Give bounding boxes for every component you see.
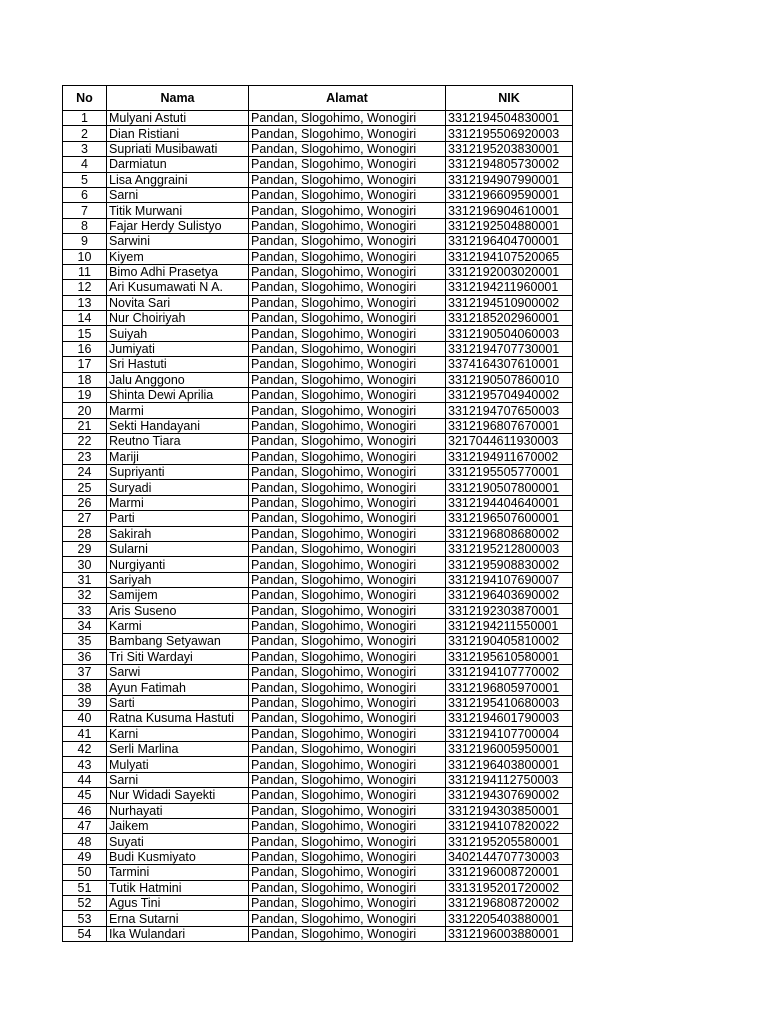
cell-alamat: Pandan, Slogohimo, Wonogiri [249, 849, 446, 864]
table-row [63, 634, 573, 649]
column-header-nama: Nama [107, 86, 249, 111]
table-row [63, 187, 573, 202]
cell-no: 54 [63, 926, 107, 941]
cell-alamat: Pandan, Slogohimo, Wonogiri [249, 680, 446, 695]
cell-alamat: Pandan, Slogohimo, Wonogiri [249, 434, 446, 449]
table-row [63, 434, 573, 449]
table-row [63, 249, 573, 264]
table-row [63, 849, 573, 864]
cell-no: 22 [63, 434, 107, 449]
cell-no: 3 [63, 141, 107, 156]
table-row [63, 557, 573, 572]
cell-nik: 3312192003020001 [446, 264, 573, 279]
cell-no: 15 [63, 326, 107, 341]
cell-nama: Sarwi [107, 665, 249, 680]
cell-nama: Samijem [107, 588, 249, 603]
cell-nik: 3312194707730001 [446, 341, 573, 356]
cell-no: 7 [63, 203, 107, 218]
cell-no: 28 [63, 526, 107, 541]
cell-nama: Ayun Fatimah [107, 680, 249, 695]
cell-no: 2 [63, 126, 107, 141]
cell-nik: 3217044611930003 [446, 434, 573, 449]
cell-no: 27 [63, 511, 107, 526]
cell-no: 20 [63, 403, 107, 418]
cell-nik: 3312196609590001 [446, 187, 573, 202]
cell-nama: Nur Choiriyah [107, 311, 249, 326]
cell-alamat: Pandan, Slogohimo, Wonogiri [249, 895, 446, 910]
cell-no: 51 [63, 880, 107, 895]
table-row [63, 788, 573, 803]
cell-no: 16 [63, 341, 107, 356]
table-row [63, 388, 573, 403]
cell-nik: 3312195212800003 [446, 541, 573, 556]
cell-nama: Ari Kusumawati N A. [107, 280, 249, 295]
cell-nama: Novita Sari [107, 295, 249, 310]
table-row [63, 111, 573, 126]
cell-alamat: Pandan, Slogohimo, Wonogiri [249, 372, 446, 387]
cell-alamat: Pandan, Slogohimo, Wonogiri [249, 588, 446, 603]
cell-nik: 3312196808680002 [446, 526, 573, 541]
cell-alamat: Pandan, Slogohimo, Wonogiri [249, 618, 446, 633]
cell-nik: 3312195505770001 [446, 464, 573, 479]
cell-no: 40 [63, 711, 107, 726]
cell-nama: Sarwini [107, 234, 249, 249]
cell-alamat: Pandan, Slogohimo, Wonogiri [249, 772, 446, 787]
cell-nama: Reutno Tiara [107, 434, 249, 449]
cell-alamat: Pandan, Slogohimo, Wonogiri [249, 311, 446, 326]
cell-no: 21 [63, 418, 107, 433]
table-row [63, 757, 573, 772]
table-row [63, 926, 573, 941]
cell-no: 43 [63, 757, 107, 772]
cell-no: 24 [63, 464, 107, 479]
cell-alamat: Pandan, Slogohimo, Wonogiri [249, 911, 446, 926]
column-header-nik: NIK [446, 86, 573, 111]
cell-nama: Dian Ristiani [107, 126, 249, 141]
table-row [63, 126, 573, 141]
cell-nama: Darmiatun [107, 157, 249, 172]
cell-alamat: Pandan, Slogohimo, Wonogiri [249, 649, 446, 664]
cell-nama: Nurgiyanti [107, 557, 249, 572]
cell-no: 36 [63, 649, 107, 664]
cell-no: 52 [63, 895, 107, 910]
cell-no: 34 [63, 618, 107, 633]
cell-alamat: Pandan, Slogohimo, Wonogiri [249, 234, 446, 249]
cell-alamat: Pandan, Slogohimo, Wonogiri [249, 865, 446, 880]
cell-alamat: Pandan, Slogohimo, Wonogiri [249, 757, 446, 772]
table-row [63, 511, 573, 526]
cell-nik: 3312185202960001 [446, 311, 573, 326]
cell-nik: 3312195203830001 [446, 141, 573, 156]
cell-alamat: Pandan, Slogohimo, Wonogiri [249, 880, 446, 895]
cell-nik: 3312196904610001 [446, 203, 573, 218]
cell-nik: 3312194211960001 [446, 280, 573, 295]
cell-no: 10 [63, 249, 107, 264]
cell-alamat: Pandan, Slogohimo, Wonogiri [249, 803, 446, 818]
cell-no: 5 [63, 172, 107, 187]
cell-nik: 3312194907990001 [446, 172, 573, 187]
cell-nama: Suiyah [107, 326, 249, 341]
cell-nama: Nur Widadi Sayekti [107, 788, 249, 803]
cell-alamat: Pandan, Slogohimo, Wonogiri [249, 665, 446, 680]
cell-alamat: Pandan, Slogohimo, Wonogiri [249, 480, 446, 495]
cell-no: 37 [63, 665, 107, 680]
cell-nama: Mariji [107, 449, 249, 464]
cell-nama: Ratna Kusuma Hastuti [107, 711, 249, 726]
cell-no: 30 [63, 557, 107, 572]
cell-nik: 3312192303870001 [446, 603, 573, 618]
cell-nama: Tri Siti Wardayi [107, 649, 249, 664]
cell-alamat: Pandan, Slogohimo, Wonogiri [249, 218, 446, 233]
cell-no: 23 [63, 449, 107, 464]
cell-alamat: Pandan, Slogohimo, Wonogiri [249, 449, 446, 464]
cell-alamat: Pandan, Slogohimo, Wonogiri [249, 541, 446, 556]
table-row [63, 880, 573, 895]
cell-nama: Marmi [107, 403, 249, 418]
cell-nik: 3312196808720002 [446, 895, 573, 910]
cell-nama: Sularni [107, 541, 249, 556]
cell-nik: 3312194601790003 [446, 711, 573, 726]
table-row [63, 295, 573, 310]
cell-no: 49 [63, 849, 107, 864]
cell-alamat: Pandan, Slogohimo, Wonogiri [249, 172, 446, 187]
cell-nama: Nurhayati [107, 803, 249, 818]
cell-no: 26 [63, 495, 107, 510]
cell-no: 33 [63, 603, 107, 618]
cell-nama: Sekti Handayani [107, 418, 249, 433]
table-row [63, 172, 573, 187]
table-row [63, 234, 573, 249]
cell-nama: Bambang Setyawan [107, 634, 249, 649]
cell-alamat: Pandan, Slogohimo, Wonogiri [249, 126, 446, 141]
cell-nama: Jalu Anggono [107, 372, 249, 387]
cell-nik: 3312205403880001 [446, 911, 573, 926]
cell-no: 13 [63, 295, 107, 310]
cell-no: 45 [63, 788, 107, 803]
cell-alamat: Pandan, Slogohimo, Wonogiri [249, 726, 446, 741]
cell-alamat: Pandan, Slogohimo, Wonogiri [249, 187, 446, 202]
cell-nik: 3312196404700001 [446, 234, 573, 249]
cell-nik: 3312195908830002 [446, 557, 573, 572]
cell-nik: 3312194303850001 [446, 803, 573, 818]
table-row [63, 157, 573, 172]
cell-nama: Suyati [107, 834, 249, 849]
table-row [63, 618, 573, 633]
table-row [63, 311, 573, 326]
cell-no: 12 [63, 280, 107, 295]
table-row [63, 449, 573, 464]
cell-alamat: Pandan, Slogohimo, Wonogiri [249, 388, 446, 403]
cell-nik: 3374164307610001 [446, 357, 573, 372]
cell-nik: 3312195205580001 [446, 834, 573, 849]
cell-nik: 3312194911670002 [446, 449, 573, 464]
cell-nik: 3312190504060003 [446, 326, 573, 341]
cell-nama: Agus Tini [107, 895, 249, 910]
table-row [63, 541, 573, 556]
table-row [63, 665, 573, 680]
cell-alamat: Pandan, Slogohimo, Wonogiri [249, 495, 446, 510]
column-header-alamat: Alamat [249, 86, 446, 111]
cell-nama: Karmi [107, 618, 249, 633]
cell-alamat: Pandan, Slogohimo, Wonogiri [249, 742, 446, 757]
cell-no: 29 [63, 541, 107, 556]
table-row [63, 526, 573, 541]
cell-alamat: Pandan, Slogohimo, Wonogiri [249, 818, 446, 833]
table-row [63, 280, 573, 295]
table-row [63, 218, 573, 233]
table-row [63, 603, 573, 618]
cell-no: 38 [63, 680, 107, 695]
cell-alamat: Pandan, Slogohimo, Wonogiri [249, 834, 446, 849]
cell-alamat: Pandan, Slogohimo, Wonogiri [249, 572, 446, 587]
cell-alamat: Pandan, Slogohimo, Wonogiri [249, 264, 446, 279]
cell-nik: 3312196005950001 [446, 742, 573, 757]
cell-alamat: Pandan, Slogohimo, Wonogiri [249, 926, 446, 941]
cell-alamat: Pandan, Slogohimo, Wonogiri [249, 557, 446, 572]
table-row [63, 341, 573, 356]
table-row [63, 326, 573, 341]
cell-nik: 3312194805730002 [446, 157, 573, 172]
table-row [63, 865, 573, 880]
cell-nik: 3312194112750003 [446, 772, 573, 787]
table-row [63, 588, 573, 603]
cell-nama: Sri Hastuti [107, 357, 249, 372]
header-row [63, 86, 573, 111]
cell-nik: 3312194107520065 [446, 249, 573, 264]
cell-nik: 3312196807670001 [446, 418, 573, 433]
cell-alamat: Pandan, Slogohimo, Wonogiri [249, 695, 446, 710]
cell-nik: 3312192504880001 [446, 218, 573, 233]
table-row [63, 403, 573, 418]
cell-nik: 3312194707650003 [446, 403, 573, 418]
cell-nama: Karni [107, 726, 249, 741]
cell-nama: Supriyanti [107, 464, 249, 479]
cell-nama: Fajar Herdy Sulistyo [107, 218, 249, 233]
cell-alamat: Pandan, Slogohimo, Wonogiri [249, 511, 446, 526]
table-row [63, 742, 573, 757]
table-row [63, 695, 573, 710]
cell-nama: Sariyah [107, 572, 249, 587]
cell-alamat: Pandan, Slogohimo, Wonogiri [249, 157, 446, 172]
cell-no: 9 [63, 234, 107, 249]
cell-no: 18 [63, 372, 107, 387]
table-row [63, 203, 573, 218]
cell-alamat: Pandan, Slogohimo, Wonogiri [249, 111, 446, 126]
cell-alamat: Pandan, Slogohimo, Wonogiri [249, 403, 446, 418]
table-row [63, 895, 573, 910]
cell-nama: Tutik Hatmini [107, 880, 249, 895]
table-row [63, 818, 573, 833]
cell-nik: 3312194107820022 [446, 818, 573, 833]
cell-nik: 3312194107690007 [446, 572, 573, 587]
table-row [63, 680, 573, 695]
cell-no: 48 [63, 834, 107, 849]
cell-nik: 3312194107700004 [446, 726, 573, 741]
cell-no: 44 [63, 772, 107, 787]
table-row [63, 418, 573, 433]
table-row [63, 572, 573, 587]
cell-no: 31 [63, 572, 107, 587]
cell-nama: Shinta Dewi Aprilia [107, 388, 249, 403]
cell-nik: 3312190507800001 [446, 480, 573, 495]
cell-nama: Erna Sutarni [107, 911, 249, 926]
cell-nama: Bimo Adhi Prasetya [107, 264, 249, 279]
cell-nik: 3312194107770002 [446, 665, 573, 680]
cell-nama: Aris Suseno [107, 603, 249, 618]
cell-nik: 3312194211550001 [446, 618, 573, 633]
table-row [63, 372, 573, 387]
cell-no: 25 [63, 480, 107, 495]
cell-nama: Kiyem [107, 249, 249, 264]
cell-alamat: Pandan, Slogohimo, Wonogiri [249, 249, 446, 264]
cell-nama: Supriati Musibawati [107, 141, 249, 156]
cell-no: 8 [63, 218, 107, 233]
cell-nik: 3312195704940002 [446, 388, 573, 403]
cell-no: 53 [63, 911, 107, 926]
cell-nik: 3313195201720002 [446, 880, 573, 895]
cell-no: 50 [63, 865, 107, 880]
table-row [63, 834, 573, 849]
cell-nama: Marmi [107, 495, 249, 510]
table-row [63, 711, 573, 726]
cell-nama: Budi Kusmiyato [107, 849, 249, 864]
cell-no: 41 [63, 726, 107, 741]
cell-nik: 3312194307690002 [446, 788, 573, 803]
cell-no: 32 [63, 588, 107, 603]
cell-no: 46 [63, 803, 107, 818]
cell-alamat: Pandan, Slogohimo, Wonogiri [249, 357, 446, 372]
cell-no: 17 [63, 357, 107, 372]
table-row [63, 726, 573, 741]
cell-alamat: Pandan, Slogohimo, Wonogiri [249, 203, 446, 218]
cell-no: 14 [63, 311, 107, 326]
cell-no: 11 [63, 264, 107, 279]
cell-nik: 3312196403690002 [446, 588, 573, 603]
table-row [63, 772, 573, 787]
cell-alamat: Pandan, Slogohimo, Wonogiri [249, 634, 446, 649]
cell-no: 39 [63, 695, 107, 710]
cell-nik: 3402144707730003 [446, 849, 573, 864]
cell-nama: Mulyati [107, 757, 249, 772]
cell-nik: 3312196805970001 [446, 680, 573, 695]
cell-nik: 3312194510900002 [446, 295, 573, 310]
table-body [63, 111, 573, 942]
cell-nama: Sakirah [107, 526, 249, 541]
cell-alamat: Pandan, Slogohimo, Wonogiri [249, 326, 446, 341]
table-row [63, 495, 573, 510]
cell-alamat: Pandan, Slogohimo, Wonogiri [249, 141, 446, 156]
cell-nama: Jaikem [107, 818, 249, 833]
cell-alamat: Pandan, Slogohimo, Wonogiri [249, 280, 446, 295]
cell-nama: Mulyani Astuti [107, 111, 249, 126]
table-row [63, 911, 573, 926]
cell-no: 35 [63, 634, 107, 649]
cell-alamat: Pandan, Slogohimo, Wonogiri [249, 603, 446, 618]
cell-nik: 3312195410680003 [446, 695, 573, 710]
cell-no: 1 [63, 111, 107, 126]
cell-no: 19 [63, 388, 107, 403]
cell-nik: 3312190405810002 [446, 634, 573, 649]
table-row [63, 649, 573, 664]
cell-nik: 3312196403800001 [446, 757, 573, 772]
cell-nama: Sarni [107, 187, 249, 202]
cell-nama: Tarmini [107, 865, 249, 880]
table-header [63, 86, 573, 111]
cell-alamat: Pandan, Slogohimo, Wonogiri [249, 464, 446, 479]
cell-no: 4 [63, 157, 107, 172]
data-table [62, 85, 573, 942]
table-row [63, 264, 573, 279]
cell-nama: Sarni [107, 772, 249, 787]
column-header-no: No [63, 86, 107, 111]
cell-alamat: Pandan, Slogohimo, Wonogiri [249, 711, 446, 726]
cell-nik: 3312196008720001 [446, 865, 573, 880]
cell-nama: Lisa Anggraini [107, 172, 249, 187]
table-row [63, 480, 573, 495]
cell-no: 47 [63, 818, 107, 833]
cell-nama: Serli Marlina [107, 742, 249, 757]
cell-nama: Titik Murwani [107, 203, 249, 218]
cell-nama: Suryadi [107, 480, 249, 495]
cell-alamat: Pandan, Slogohimo, Wonogiri [249, 295, 446, 310]
cell-nik: 3312190507860010 [446, 372, 573, 387]
cell-no: 42 [63, 742, 107, 757]
table-row [63, 464, 573, 479]
cell-nama: Ika Wulandari [107, 926, 249, 941]
cell-alamat: Pandan, Slogohimo, Wonogiri [249, 341, 446, 356]
cell-alamat: Pandan, Slogohimo, Wonogiri [249, 418, 446, 433]
cell-alamat: Pandan, Slogohimo, Wonogiri [249, 788, 446, 803]
cell-no: 6 [63, 187, 107, 202]
cell-nama: Jumiyati [107, 341, 249, 356]
cell-nik: 3312194404640001 [446, 495, 573, 510]
table-row [63, 141, 573, 156]
cell-nama: Parti [107, 511, 249, 526]
table-row [63, 803, 573, 818]
table-row [63, 357, 573, 372]
cell-nik: 3312196003880001 [446, 926, 573, 941]
cell-nik: 3312196507600001 [446, 511, 573, 526]
cell-nik: 3312195610580001 [446, 649, 573, 664]
cell-nik: 3312195506920003 [446, 126, 573, 141]
cell-alamat: Pandan, Slogohimo, Wonogiri [249, 526, 446, 541]
cell-nama: Sarti [107, 695, 249, 710]
cell-nik: 3312194504830001 [446, 111, 573, 126]
